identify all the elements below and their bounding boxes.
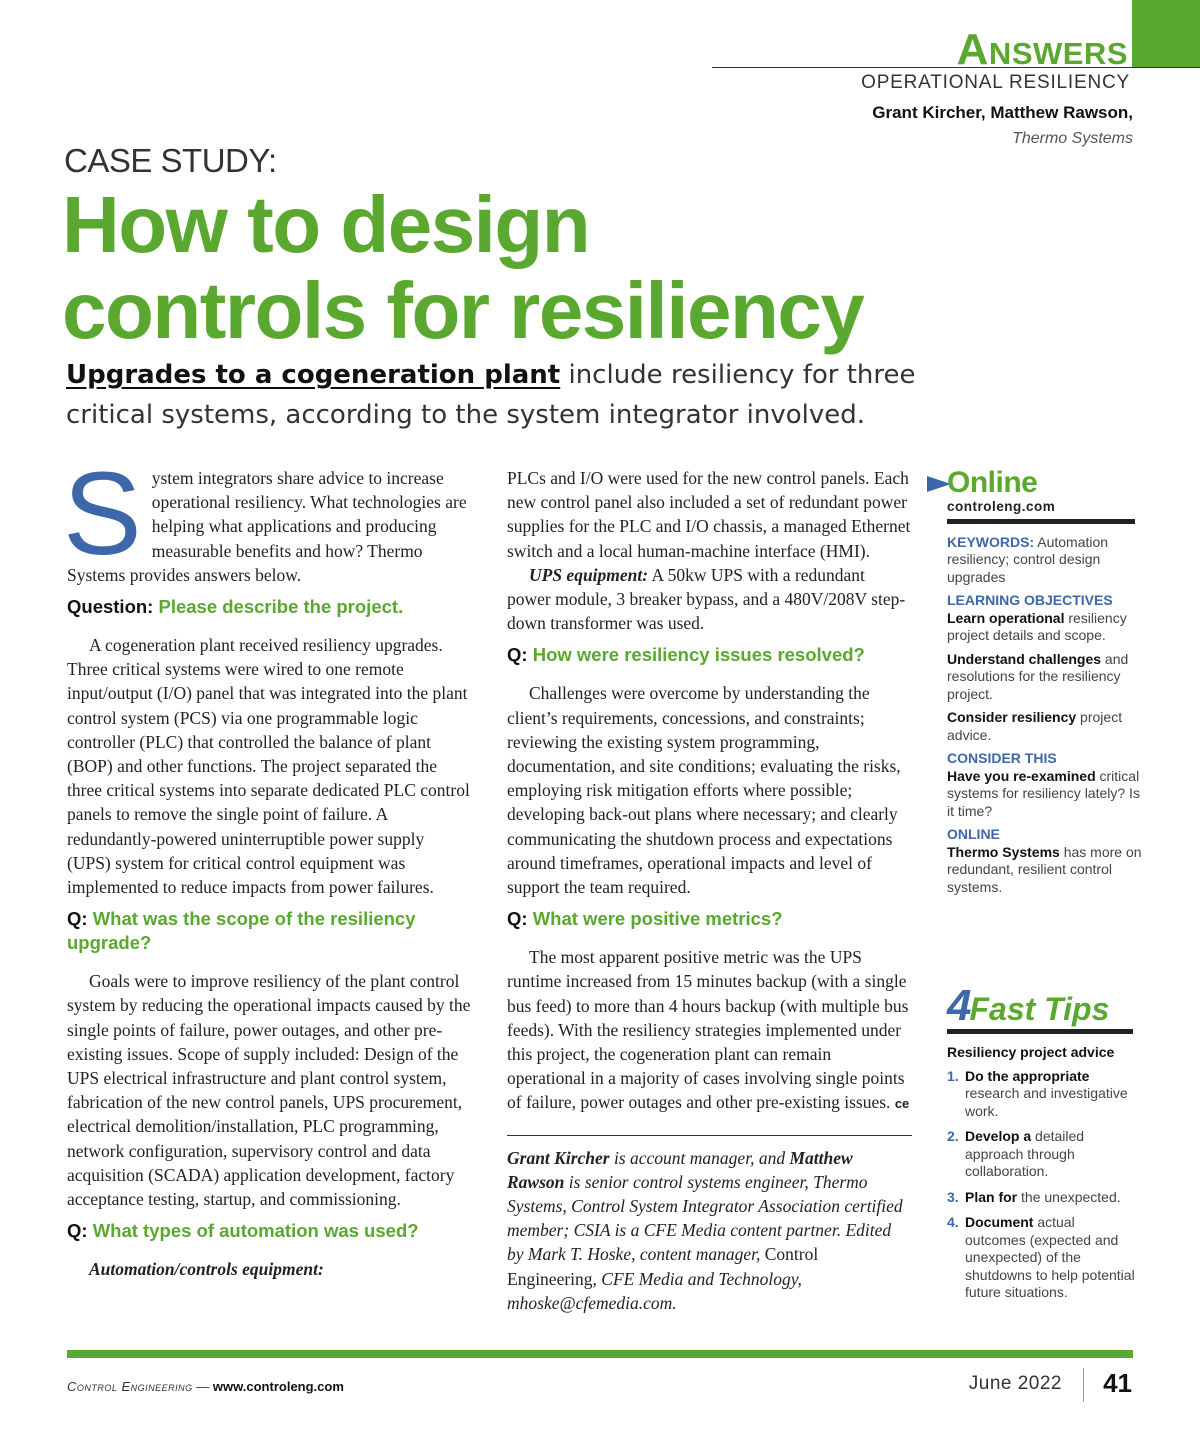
keywords [947,534,1147,587]
objective-lead: Understand challenges [947,650,1102,667]
fast-tips-number: 4 [947,981,970,1030]
objective-lead: Learn operational [947,609,1065,626]
bio-publication: Control Engineering, [507,1244,819,1289]
answer-3-continued: PLCs and I/O were used for the new control panels. Each new control panel also included a set of redundant power supplies for the PLC and I/O chassis, a managed Ethernet switch and a local human-machine interface (HMI). [507,468,911,561]
answer-1: A cogeneration plant received resiliency upgrades. Three critical systems were wired to one remote input/output (I/O) panel that was integrated into the plant control system (PCS) via one programmable logic controller (PLC) that controlled the balance of plant (BOP) and other functions. The project separated the three critical systems into separate dedicated PLC control panels to remove the single point of failure. A redundantly-powered uninterruptible power supply (UPS) system for critical control equipment was implemented to reduce impacts from power failures. [67,635,470,898]
question-text: How were resiliency issues resolved? [532,644,865,666]
online-sidebar [947,466,1147,902]
online-logo-url[interactable]: controleng.com [947,499,1056,514]
fast-tips-list [947,1068,1137,1302]
question-label: Q: [67,908,93,930]
end-mark: ce [894,1096,910,1112]
deck-text: include resiliency for three critical systems, according to the system integrator involved. [66,360,916,430]
keywords-label: KEYWORDS: [947,533,1035,550]
section-label: Answers [956,25,1128,74]
consider-text [947,768,1147,821]
bio-name-1: Grant Kircher [507,1147,610,1168]
corner-color-tab [1132,0,1200,68]
answer-4: Challenges were overcome by understanding the client’s requirements, concessions, and constraints; reviewing the existing system programming, documentation, and site conditions; evaluating the risks, employing risk mitigation efforts where possible; developing back-out plans where necessary; and clearly communicating the shutdown process and expectations around timeframes, operational impacts and level of support the team required. [507,683,901,898]
headline-line-2: controls for resiliency [62,266,864,355]
byline-company: Thermo Systems [1012,130,1133,147]
footer-url[interactable]: www.controleng.com [212,1379,344,1394]
objective-lead: Consider resiliency [947,709,1077,725]
footer-divider [1083,1368,1084,1402]
headline-line-1: How to design [62,180,590,269]
question-3 [67,1219,472,1243]
article-kicker: CASE STUDY: [64,142,277,179]
body-column-2 [507,466,912,1323]
tip-item [947,1214,1137,1302]
intro-paragraph [63,448,472,587]
answer-3-start [67,1257,472,1281]
consider-lead: Have you re-examined [947,767,1096,784]
question-label: Question: [67,596,159,618]
author-bio [507,1146,912,1315]
footer-publication [67,1379,344,1394]
section-subtitle: OPERATIONAL RESILIENCY [861,72,1130,93]
footer-separator: — [192,1379,213,1394]
question-label: Q: [507,908,533,930]
page-number: 41 [1103,1368,1132,1398]
intro-text: ystem integrators share advice to increase operational resiliency. What technologies are helping what applications and producing measurable benefits and how? Thermo Systems provides answers below. [67,468,467,585]
answer-3b-text: A 50kw UPS with a redundant power module, 3 breaker bypass, and a 480V/208V step-down transformer was used. [507,564,906,634]
footer-magazine: Control Engineering [67,1379,193,1394]
tip-number: 2. [947,1128,959,1144]
objective-3 [947,709,1147,744]
answer-5-text: The most apparent positive metric was the UPS runtime increased from 15 minutes backup (with a single bus feed) to more than 4 hours backup (with multiple bus feeds). With the resiliency strategies implemented under this project, the cogeneration plant can remain operational in a majority of cases involving single points of failure, power outages and other pre-existing issues. [507,947,909,1113]
tip-number: 4. [947,1214,959,1230]
question-text: Please describe the project. [158,596,404,618]
objective-text: and resolutions for the resiliency project. [947,650,1129,702]
tip-text: the unexpected. [1017,1188,1121,1205]
tip-lead: Do the appropriate [965,1067,1090,1084]
question-label: Q: [67,1220,93,1242]
question-4 [507,643,912,667]
fast-tips-word: Fast Tips [969,991,1110,1027]
byline-authors: Grant Kircher, Matthew Rawson, [872,103,1133,122]
question-text: What types of automation was used? [92,1220,419,1242]
article-headline [62,182,863,354]
tip-item [947,1068,1137,1121]
objective-text: project advice. [947,709,1123,743]
tip-item [947,1128,1137,1181]
tip-lead: Document [965,1214,1034,1230]
answer-3b [507,563,912,636]
question-5 [507,907,912,931]
online-logo[interactable] [947,466,1147,500]
footer-bar [67,1350,1133,1358]
tip-lead: Plan for [965,1188,1018,1205]
answer-3b-lead: UPS equipment: [529,564,649,585]
deck-lead[interactable]: Upgrades to a cogeneration plant [66,360,561,390]
objective-1 [947,610,1147,645]
sidebar-rule [947,519,1135,524]
answer-3-lead: Automation/controls equipment: [89,1259,324,1280]
fast-tips-box [947,981,1137,1310]
keywords-text: Automation resiliency; control design upgrades [947,533,1109,585]
fast-tips-title [947,981,1137,1030]
online-logo-word: Online [947,466,1038,499]
tip-number: 3. [947,1188,959,1205]
tip-lead: Develop a [965,1128,1032,1144]
tip-text: detailed approach through collaboration. [965,1128,1085,1179]
question-label: Q: [507,644,533,666]
answer-5 [507,945,912,1116]
online-body: has more on redundant, resilient control systems. [947,843,1142,895]
fast-tips-subtitle: Resiliency project advice [947,1044,1115,1060]
footer-date: June 2022 [968,1373,1062,1394]
question-2 [67,907,472,955]
objective-text: resiliency project details and scope. [947,609,1127,643]
bio-text: is account manager, and [609,1147,790,1168]
bio-text: CFE Media and Technology, mhoske@cfemedia.com. [507,1268,802,1313]
question-text: What was the scope of the resiliency upgrade? [67,908,416,954]
question-text: What were positive metrics? [532,908,783,930]
body-column-1 [63,448,472,1289]
answer-2: Goals were to improve resiliency of the plant control system by reducing the operational impacts caused by the single points of failure, power outages, and other pre-existing issues. Scope of supply included: Design of the UPS electrical infrastructure and plant control system, fabrication of the new control panels, UPS procurement, electrical demolition/installation, PLC programming, network configuration, supervisory control and data acquisition (SCADA) application development, factory acceptance testing, startup, and commissioning. [67,971,471,1210]
objectives-heading: LEARNING OBJECTIVES [947,592,1113,608]
online-lead: Thermo Systems [947,843,1060,860]
tips-rule [947,1029,1133,1034]
question-1 [67,595,472,619]
tip-item [947,1189,1137,1207]
online-text [947,844,1147,897]
drop-cap: S [63,448,142,580]
online-heading: ONLINE [947,826,1000,842]
article-deck [66,355,926,435]
tip-number: 1. [947,1067,959,1084]
bio-text: is senior control systems engineer, Thermo Systems, Control System Integrator Association certified member; CSIA is a CFE Media content partner. Edited by Mark T. Hoske, content manager, [507,1171,903,1265]
bio-rule [507,1135,912,1136]
objective-2 [947,651,1147,704]
consider-heading: CONSIDER THIS [947,750,1057,766]
tip-text: actual outcomes (expected and unexpected) of the shutdowns to help potential future situations. [965,1214,1135,1300]
bio-name-2: Matthew Rawson [507,1147,853,1192]
tip-text: research and investigative work. [965,1085,1128,1119]
consider-body: critical systems for resiliency lately? Is it time? [947,767,1140,819]
